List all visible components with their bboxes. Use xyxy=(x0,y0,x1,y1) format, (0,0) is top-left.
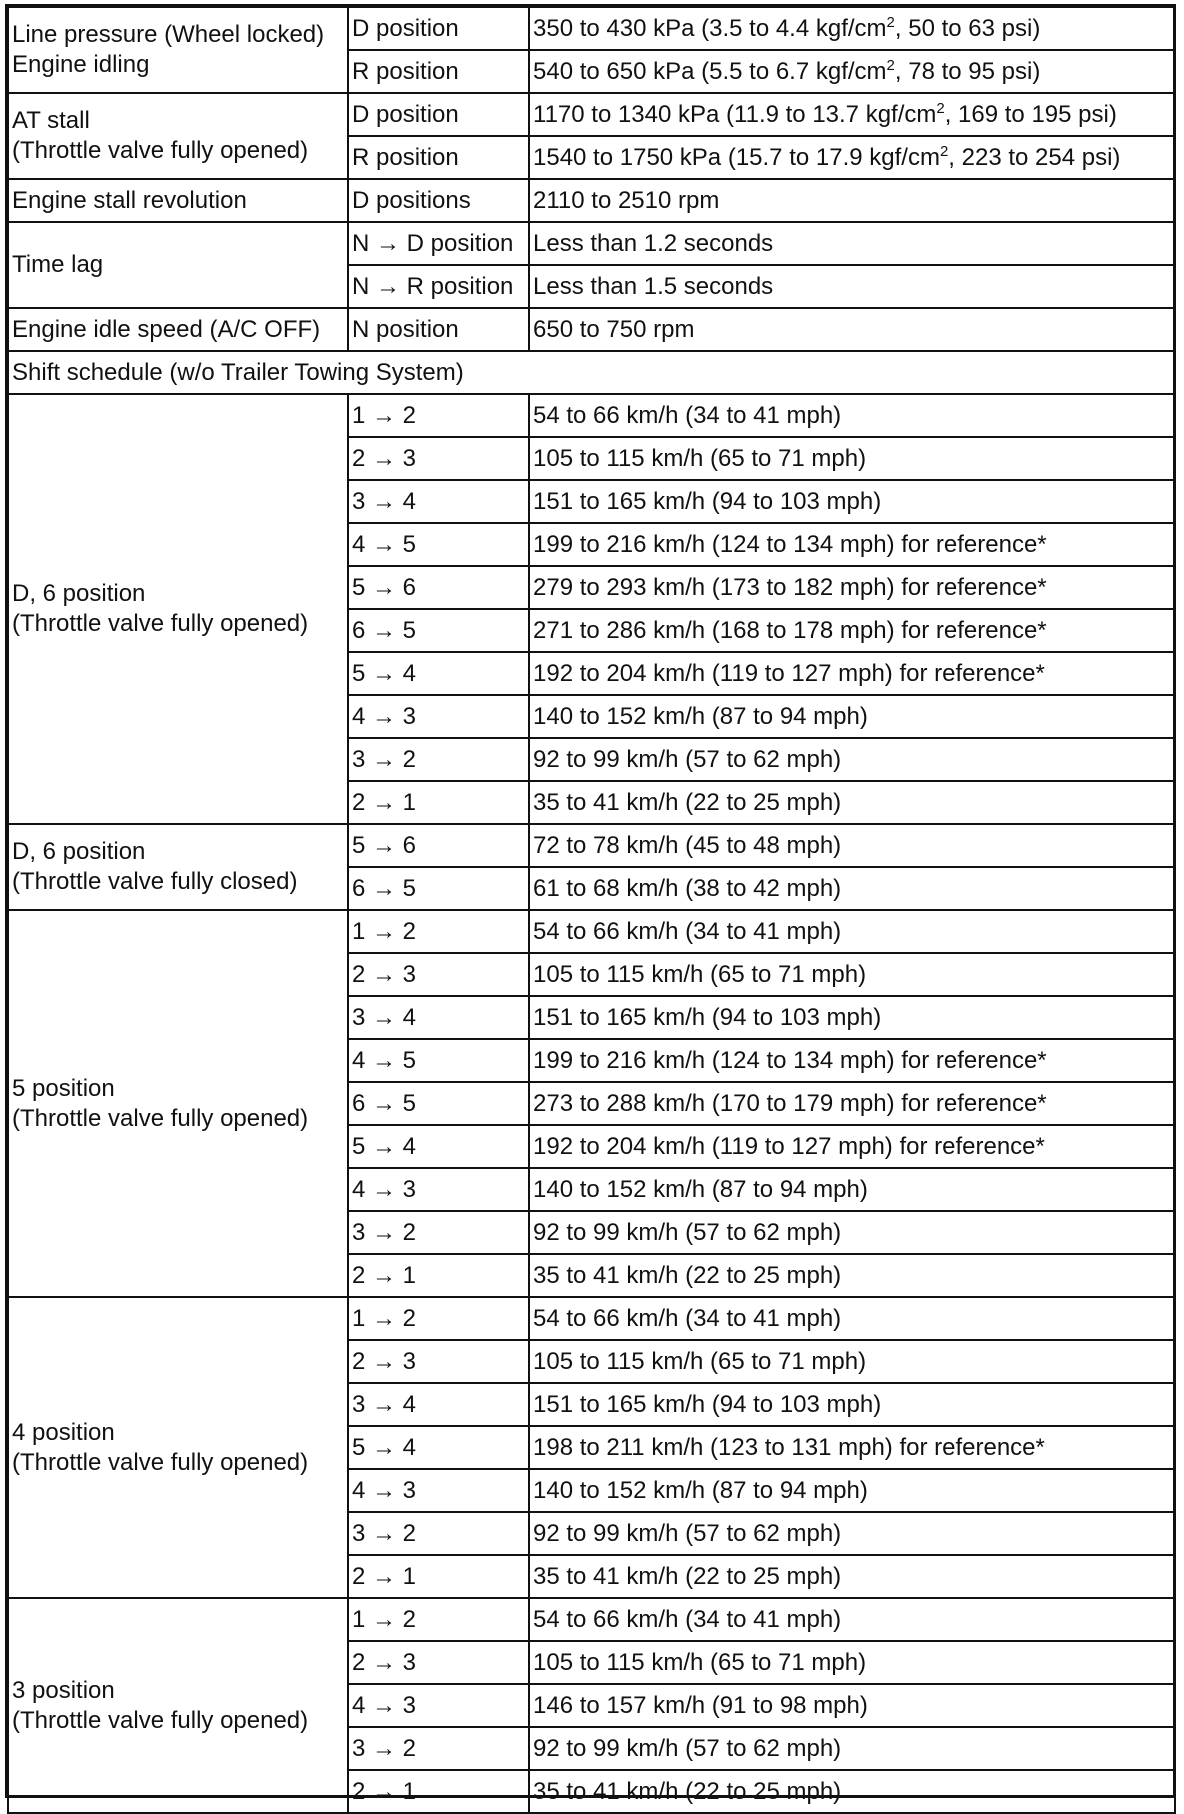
position-cell: D position xyxy=(348,93,529,136)
speed-value-cell: 273 to 288 km/h (170 to 179 mph) for reference* xyxy=(529,1082,1175,1125)
speed-value-cell: 92 to 99 km/h (57 to 62 mph) xyxy=(529,738,1175,781)
shift-cell: 1 → 2 xyxy=(348,1297,529,1340)
speed-value-cell: 105 to 115 km/h (65 to 71 mph) xyxy=(529,1641,1175,1684)
shift-cell: 4 → 5 xyxy=(348,523,529,566)
speed-value-cell: 54 to 66 km/h (34 to 41 mph) xyxy=(529,1598,1175,1641)
shift-cell: 1 → 2 xyxy=(348,394,529,437)
row-label: Engine idle speed (A/C OFF) xyxy=(8,308,348,351)
speed-value-cell: 105 to 115 km/h (65 to 71 mph) xyxy=(529,1340,1175,1383)
speed-value-cell: 140 to 152 km/h (87 to 94 mph) xyxy=(529,695,1175,738)
speed-value-cell: 198 to 211 km/h (123 to 131 mph) for reference* xyxy=(529,1426,1175,1469)
shift-cell: 5 → 4 xyxy=(348,652,529,695)
value-cell: Less than 1.2 seconds xyxy=(529,222,1175,265)
speed-value-cell: 61 to 68 km/h (38 to 42 mph) xyxy=(529,867,1175,910)
position-cell: D positions xyxy=(348,179,529,222)
table-row xyxy=(8,1598,1175,1641)
shift-cell: 4 → 3 xyxy=(348,695,529,738)
shift-cell: 5 → 6 xyxy=(348,824,529,867)
group-label: D, 6 position (Throttle valve fully closed) xyxy=(8,824,348,910)
row-label: Line pressure (Wheel locked) Engine idling xyxy=(8,7,348,93)
shift-cell: 2 → 3 xyxy=(348,1641,529,1684)
shift-spec-table xyxy=(7,6,1176,1814)
shift-cell: 3 → 4 xyxy=(348,996,529,1039)
table-row xyxy=(8,179,1175,222)
speed-value-cell: 92 to 99 km/h (57 to 62 mph) xyxy=(529,1211,1175,1254)
speed-value-cell: 192 to 204 km/h (119 to 127 mph) for reference* xyxy=(529,652,1175,695)
speed-value-cell: 151 to 165 km/h (94 to 103 mph) xyxy=(529,996,1175,1039)
shift-cell: 2 → 1 xyxy=(348,781,529,824)
value-cell: 1170 to 1340 kPa (11.9 to 13.7 kgf/$cm^2$, 169 to 195 psi) xyxy=(529,93,1175,136)
speed-value-cell: 92 to 99 km/h (57 to 62 mph) xyxy=(529,1727,1175,1770)
speed-value-cell: 151 to 165 km/h (94 to 103 mph) xyxy=(529,1383,1175,1426)
shift-cell: 3 → 2 xyxy=(348,1727,529,1770)
speed-value-cell: 199 to 216 km/h (124 to 134 mph) for reference* xyxy=(529,1039,1175,1082)
shift-cell: 3 → 2 xyxy=(348,1512,529,1555)
speed-value-cell: 140 to 152 km/h (87 to 94 mph) xyxy=(529,1469,1175,1512)
table-row xyxy=(8,394,1175,437)
speed-value-cell: 146 to 157 km/h (91 to 98 mph) xyxy=(529,1684,1175,1727)
speed-value-cell: 279 to 293 km/h (173 to 182 mph) for reference* xyxy=(529,566,1175,609)
shift-cell: 4 → 3 xyxy=(348,1168,529,1211)
position-cell: N → R position xyxy=(348,265,529,308)
speed-value-cell: 92 to 99 km/h (57 to 62 mph) xyxy=(529,1512,1175,1555)
speed-value-cell: 35 to 41 km/h (22 to 25 mph) xyxy=(529,781,1175,824)
group-label: 5 position (Throttle valve fully opened) xyxy=(8,910,348,1297)
shift-cell: 3 → 2 xyxy=(348,738,529,781)
table-row xyxy=(8,93,1175,136)
speed-value-cell: 140 to 152 km/h (87 to 94 mph) xyxy=(529,1168,1175,1211)
row-label: Engine stall revolution xyxy=(8,179,348,222)
speed-value-cell: 54 to 66 km/h (34 to 41 mph) xyxy=(529,394,1175,437)
shift-cell: 2 → 1 xyxy=(348,1770,529,1813)
value-cell: 2110 to 2510 rpm xyxy=(529,179,1175,222)
position-cell: N position xyxy=(348,308,529,351)
shift-cell: 3 → 2 xyxy=(348,1211,529,1254)
shift-cell: 5 → 4 xyxy=(348,1426,529,1469)
shift-cell: 1 → 2 xyxy=(348,1598,529,1641)
value-cell: 1540 to 1750 kPa (15.7 to 17.9 kgf/$cm^2$, 223 to 254 psi) xyxy=(529,136,1175,179)
shift-cell: 2 → 3 xyxy=(348,437,529,480)
shift-schedule-heading: Shift schedule (w/o Trailer Towing System) xyxy=(8,351,1175,394)
position-cell: N → D position xyxy=(348,222,529,265)
shift-cell: 2 → 3 xyxy=(348,1340,529,1383)
shift-cell: 4 → 3 xyxy=(348,1469,529,1512)
group-label: 3 position (Throttle valve fully opened) xyxy=(8,1598,348,1813)
shift-cell: 5 → 4 xyxy=(348,1125,529,1168)
table-row xyxy=(8,910,1175,953)
value-cell: 540 to 650 kPa (5.5 to 6.7 kgf/$cm^2$, 78 to 95 psi) xyxy=(529,50,1175,93)
shift-cell: 6 → 5 xyxy=(348,609,529,652)
speed-value-cell: 35 to 41 km/h (22 to 25 mph) xyxy=(529,1770,1175,1813)
speed-value-cell: 54 to 66 km/h (34 to 41 mph) xyxy=(529,910,1175,953)
position-cell: R position xyxy=(348,50,529,93)
table-row xyxy=(8,824,1175,867)
speed-value-cell: 151 to 165 km/h (94 to 103 mph) xyxy=(529,480,1175,523)
shift-cell: 1 → 2 xyxy=(348,910,529,953)
row-label: Time lag xyxy=(8,222,348,308)
group-label: D, 6 position (Throttle valve fully opened) xyxy=(8,394,348,824)
shift-cell: 5 → 6 xyxy=(348,566,529,609)
value-cell: 650 to 750 rpm xyxy=(529,308,1175,351)
shift-cell: 2 → 3 xyxy=(348,953,529,996)
row-label: AT stall (Throttle valve fully opened) xyxy=(8,93,348,179)
table-row xyxy=(8,308,1175,351)
speed-value-cell: 72 to 78 km/h (45 to 48 mph) xyxy=(529,824,1175,867)
speed-value-cell: 54 to 66 km/h (34 to 41 mph) xyxy=(529,1297,1175,1340)
table-row xyxy=(8,1297,1175,1340)
speed-value-cell: 35 to 41 km/h (22 to 25 mph) xyxy=(529,1555,1175,1598)
speed-value-cell: 105 to 115 km/h (65 to 71 mph) xyxy=(529,437,1175,480)
shift-cell: 6 → 5 xyxy=(348,1082,529,1125)
speed-value-cell: 105 to 115 km/h (65 to 71 mph) xyxy=(529,953,1175,996)
speed-value-cell: 192 to 204 km/h (119 to 127 mph) for reference* xyxy=(529,1125,1175,1168)
group-label: 4 position (Throttle valve fully opened) xyxy=(8,1297,348,1598)
table-row xyxy=(8,7,1175,50)
speed-value-cell: 199 to 216 km/h (124 to 134 mph) for reference* xyxy=(529,523,1175,566)
value-cell: 350 to 430 kPa (3.5 to 4.4 kgf/$cm^2$, 50 to 63 psi) xyxy=(529,7,1175,50)
value-cell: Less than 1.5 seconds xyxy=(529,265,1175,308)
shift-cell: 4 → 5 xyxy=(348,1039,529,1082)
shift-cell: 4 → 3 xyxy=(348,1684,529,1727)
shift-cell: 3 → 4 xyxy=(348,480,529,523)
position-cell: D position xyxy=(348,7,529,50)
shift-cell: 6 → 5 xyxy=(348,867,529,910)
shift-cell: 2 → 1 xyxy=(348,1254,529,1297)
shift-cell: 2 → 1 xyxy=(348,1555,529,1598)
position-cell: R position xyxy=(348,136,529,179)
section-heading-row xyxy=(8,351,1175,394)
table-row xyxy=(8,222,1175,265)
speed-value-cell: 271 to 286 km/h (168 to 178 mph) for reference* xyxy=(529,609,1175,652)
speed-value-cell: 35 to 41 km/h (22 to 25 mph) xyxy=(529,1254,1175,1297)
shift-cell: 3 → 4 xyxy=(348,1383,529,1426)
